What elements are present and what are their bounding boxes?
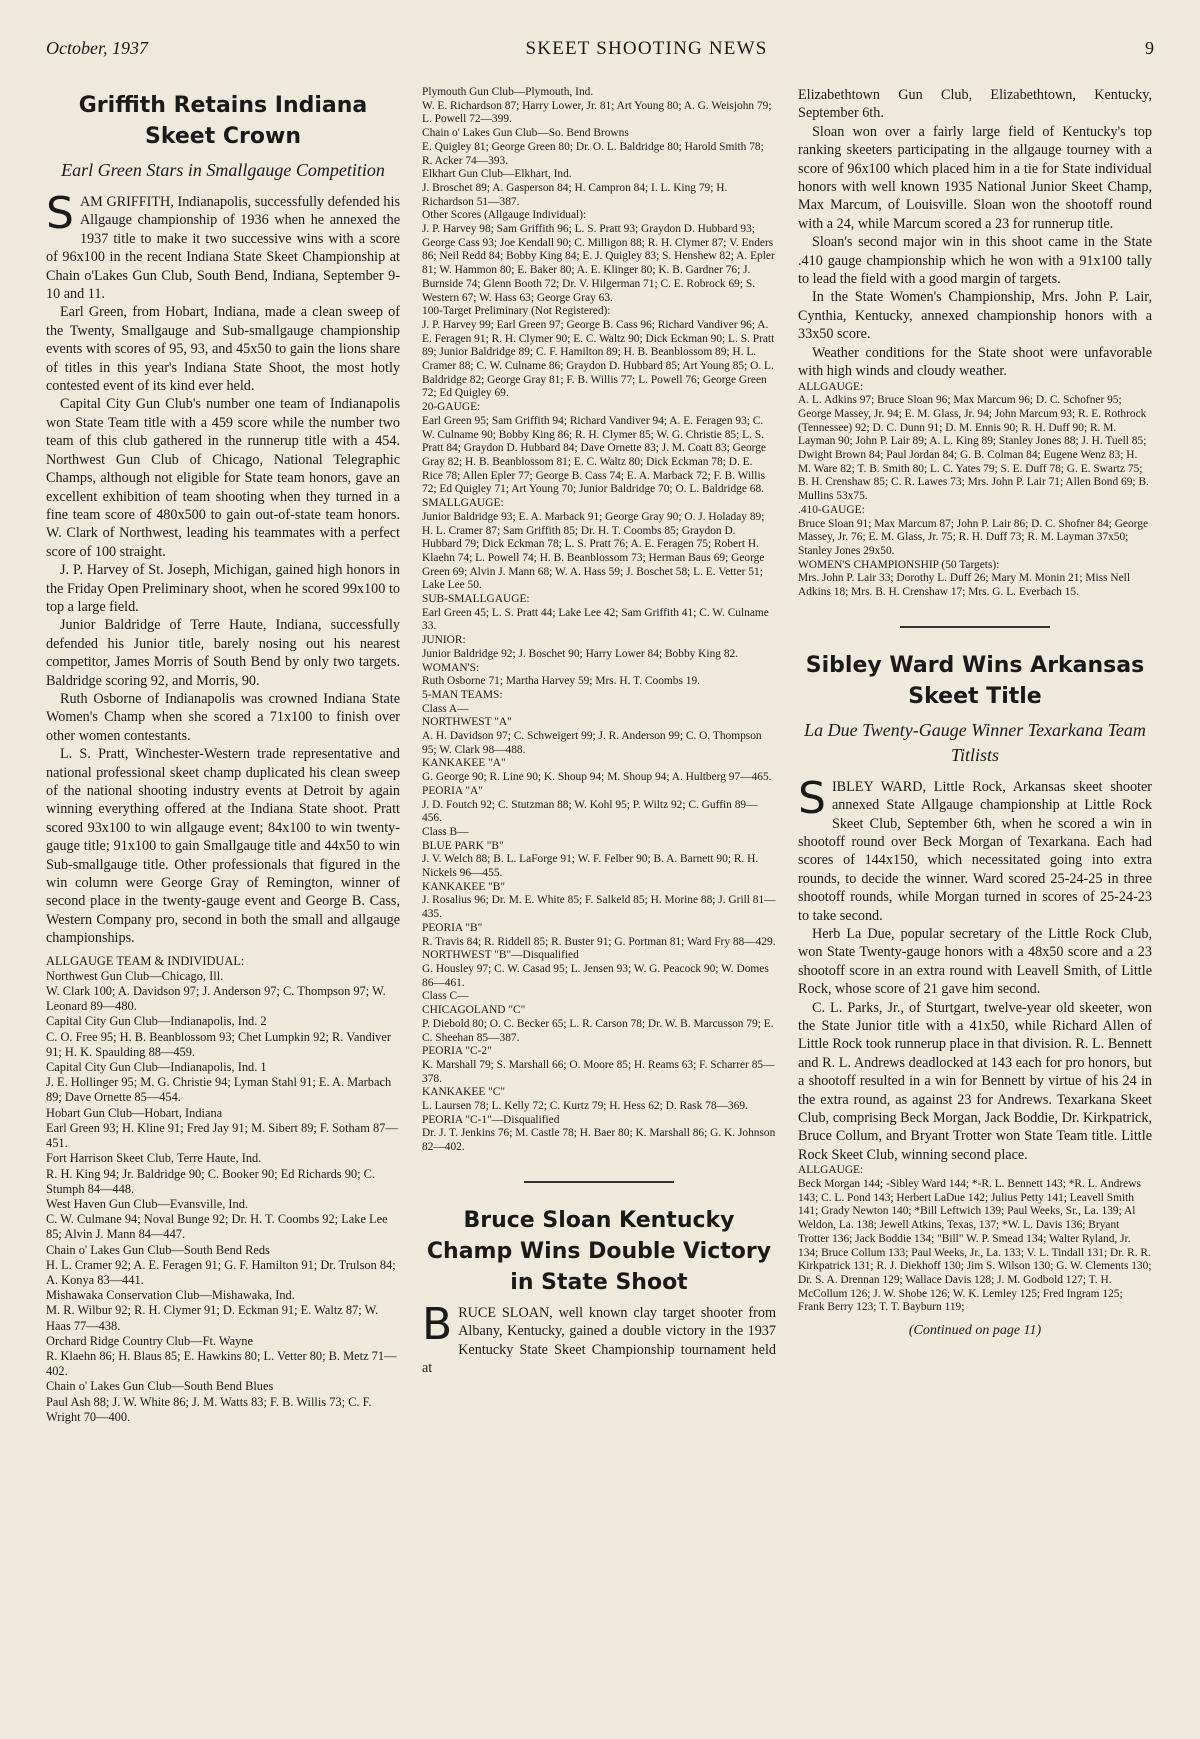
article-headline: Sibley Ward Wins Arkansas Skeet Title	[805, 652, 1145, 709]
results-list: Plymouth Gun Club—Plymouth, Ind. W. E. Richardson 87; Harry Lower, Jr. 81; Art Young 80; A. G. Weisjohn 79; L. Powell 72—399. Chain o' Lakes Gun Club—So. Bend Browns E. Quigley 81; George Green 80; Dr. O. L. Baldridge 80; Harold Smith 78; R. Acker 74—393. Elkhart Gun Club—Elkhart, Ind. J. Broschet 89; A. Gasperson 84; H. Campron 84; I. L. King 79; H. Richardson 51—387. Other Scores (Allgauge Individual): J. P. Harvey 98; Sam Griffith 96; L. S. Pratt 93; Graydon D. Hubbard 93; George Cass 93; Joe Kendall 90; C. Milligon 88; R. H. Clymer 87; V. Enders 86; Neil Redd 84; Bobby King 84; E. J. Quigley 83; S. Henshew 82; A. Epler 81; W. Hammon 80; E. Baker 80; A. E. Klinger 80; K. B. Gardner 76; J. Burnside 74; Glenn Booth 72; Dr. V. Hilgerman 71; C. E. Robrock 69; S. Western 67; W. Hass 63; George Gray 63. 100-Target Preliminary (Not Registered): J. P. Harvey 99; Earl Green 97; George B. Cass 96; Richard Vandiver 96; A. E. Feragen 91; R. H. Clymer 90; E. C. Waltz 90; Dick Eckman 90; L. S. Pratt 89; Junior Baldridge 89; C. F. Hamilton 89; H. B. Beanblossom 89; H. L. Cramer 88; C. W. Culname 86; Graydon D. Hubbard 85; Art Young 85; O. L. Baldridge 82; George Gray 81; F. B. Willis 77; L. Powell 76; George Green 72; Ed Quigley 69. 20-GAUGE: Earl Green 95; Sam Griffith 94; Richard Vandiver 94; A. E. Feragen 93; C. W. Culname 90; Bobby King 86; R. H. Clymer 85; W. G. Christie 85; L. S. Pratt 84; Graydon D. Hubbard 84; Dave Ornette 83; J. M. Coatt 83; George Gray 82; H. B. Beanblossom 81; E. C. Waltz 80; Dick Eckman 78; D. E. Rice 78; Allen Epler 77; George B. Cass 74; E. A. Marback 72; F. B. Willis 72; Ed Quigley 71; Art Young 70; Junior Baldridge 70; O. L. Baldridge 68. SMALLGAUGE: Junior Baldridge 93; E. A. Marback 91; George Gray 90; O. J. Holaday 89; H. L. Cramer 87; Sam Griffith 85; Dr. H. T. Coombs 85; Graydon D. Hubbard 79; Dick Eckman 78; L. S. Pratt 76; A. E. Feragen 75; Robert H. Klaehn 74; L. Powell 74; H. B. Beanblossom 73; Herman Baus 69; George Green 69; Alvin J. Mann 68; W. A. Hass 59; J. Boschet 58; L. E. Vetter 51; Lake Lee 50. SUB-SMALLGAUGE: Earl Green 45; L. S. Pratt 44; Lake Lee 42; Sam Griffith 41; C. W. Culname 33. JUNIOR: Junior Baldridge 92; J. Boschet 90; Harry Lower 84; Bobby King 82. WOMAN'S: Ruth Osborne 71; Martha Harvey 59; Mrs. H. T. Coombs 19. 5-MAN TEAMS: Class A— NORTHWEST "A" A. H. Davidson 97; C. Schweigert 99; J. R. Anderson 99; C. O. Thompson 95; W. Clark 98—488. KANKAKEE "A" G. George 90; R. Line 90; K. Shoup 94; M. Shoup 94; A. Hultberg 97—465. PEORIA "A" J. D. Foutch 92; C. Stutzman 88; W. Kohl 95; P. Wiltz 92; C. Guffin 89—456. Class B— BLUE PARK "B" J. V. Welch 88; B. L. LaForge 91; W. F. Felber 90; B. A. Barnett 90; R. H. Nickels 96—455. KANKAKEE "B" J. Rosalius 96; Dr. M. E. White 85; F. Salkeld 85; H. Morine 88; J. Grill 81—435. PEORIA "B" R. Travis 84; R. Riddell 85; R. Buster 91; G. Portman 81; Ward Fry 88—429. NORTHWEST "B"—Disqualified G. Housley 97; C. W. Casad 95; L. Jensen 93; W. G. Peacock 90; W. Domes 86—461. Class C— CHICAGOLAND "C" P. Diebold 80; O. C. Becker 65; L. R. Carson 78; Dr. W. B. Marcusson 79; E. C. Sheehan 85—387. PEORIA "C-2" K. Marshall 79; S. Marshall 66; O. Moore 85; H. Reams 63; F. Scharrer 85—378. KANKAKEE "C" L. Laursen 78; L. Kelly 72; C. Kurtz 79; H. Hess 62; D. Rask 78—369. PEORIA "C-1"—Disqualified Dr. J. T. Jenkins 76; M. Castle 78; H. Baer 80; K. Marshall 86; G. K. Johnson 82—402.	[422, 86, 776, 1154]
section-divider	[900, 626, 1050, 628]
continued-note: (Continued on page 11)	[908, 1323, 1042, 1339]
issue-date: October, 1937	[46, 38, 148, 58]
section-divider	[524, 1181, 674, 1183]
article-paragraph: Ruth Osborne of Indianapolis was crowned Indiana State Women's Champ when she scored a 71x100 to finish over other women contestants.	[46, 690, 400, 744]
article-paragraph: Capital City Gun Club's number one team of Indianapolis won State Team title with a 459 score while the number two team of this club gathered in the runnerup title with a 454. Northwest Gun Club of Chicago, National Telegraphic Champs, although not eligible for State team honors, gave an excellent exhibition of team shooting when they turned in a fine team score of 480x500 to gain out-of-state team honors. W. Clark of Northwest, leading his teammates with a perfect score of 100 straight.	[46, 396, 400, 560]
article-paragraph: C. L. Parks, Jr., of Sturtgart, twelve-year old skeeter, won the State Junior title with a 41x50, while Richard Allen of Little Rock took runnerup place in that division. R. L. Bennett and R. L. Andrews deadlocked at 143 each for pro honors, but a shootoff resulted in a win for Bennett by virtue of his 24 in the extra round, as against 23 for Andrews. Texarkana Skeet Club, comprising Beck Morgan, Jack Boddie, Dr. Kirkpatrick, Bruce Collum, and Bryant Trotter won State Team title. Little Rock Skeet Club, winning second place.	[798, 999, 1152, 1163]
article-headline: Bruce Sloan Kentucky Champ Wins Double Victory in State Shoot	[426, 1207, 772, 1295]
article-paragraph: Sloan's second major win in this shoot came in the State .410 gauge championship which he won with a 91x100 tally to lead the field with a good margin of targets.	[798, 234, 1152, 288]
article-paragraph: Herb La Due, popular secretary of the Little Rock Club, won State Twenty-gauge honors with a 48x50 score and a 23 shootoff score in an extra round with Leavell Smith, of Little Rock, whose score of 21 gave him second.	[798, 926, 1152, 998]
article-paragraph: L. S. Pratt, Winchester-Western trade representative and national professional skeet champ duplicated his clean sweep of the national shooting industry events at Detroit by again winning everything offered at the Indiana State shoot. Pratt scored 93x100 to win allgauge event; 84x100 to win twenty-gauge title; 91x100 to gain Smallgauge title and 44x50 to win Sub-smallgauge title. Other professionals that figured in the win column were George Gray of Remington, winner of second place in the twenty-gauge event and George B. Cass, Western Company pro, second in both the small and allgauge championships.	[46, 746, 400, 947]
article-paragraph: SAM GRIFFITH, Indianapolis, successfully defended his Allgauge championship of 1936 when he annexed the 1937 title to make it two successive wins with a score of 96x100 in the recent Indiana State Skeet Championship at Chain o'Lakes Gun Club, South Bend, Indiana, September 9-10 and 11.	[46, 188, 400, 303]
article-paragraph: J. P. Harvey of St. Joseph, Michigan, gained high honors in the Friday Open Preliminary shoot, when he scored 99x100 to top a large field.	[46, 562, 400, 615]
article-paragraph: Sloan won over a fairly large field of Kentucky's top ranking skeeters participating in the allgauge tourney with a score of 96x100 which placed him in a tie for State individual honors with well known 1935 National Junior Skeet Champ, Max Marcum, of Louisville. Sloan won the shootoff round with a 24, while Marcum scored a 23 for runnerup title.	[798, 123, 1152, 232]
article-subhead: Earl Green Stars in Smallgauge Competition	[61, 160, 385, 180]
results-list: ALLGAUGE: Beck Morgan 144; -Sibley Ward 144; *-R. L. Bennett 143; *R. L. Andrews 143; C. L. Pond 143; Herbert LaDue 142; Julius Petty 141; Leavell Smith 141; Grady Newton 140; *Bill Leftwich 139; Paul Weeks, Sr., La. 139; Al Weldon, La. 138; Jewell Atkins, Texas, 137; *W. L. Davis 136; Bryant Trotter 136; Jack Boddie 134; "Bill" W. P. Smead 134; Walter Ryland, Jr. 134; Bruce Collum 133; Paul Weeks, Jr., La. 133; V. L. Tindall 131; Dr. R. R. Kirkpatrick 131; R. J. Diekhoff 130; Jim S. Wilson 130; G. W. Clements 130; Dr. S. A. Drennan 129; Wallace Davis 128; J. M. Godbold 127; T. H. McCollum 126; J. W. Shobe 126; W. K. Lemley 125; Fred Ingram 125; Frank Berry 123; T. T. Bayburn 119;	[798, 1164, 1152, 1314]
column-left	[46, 86, 400, 1726]
column-middle	[422, 86, 776, 1726]
column-right	[798, 86, 1152, 1726]
article-paragraph: BRUCE SLOAN, well known clay target shooter from Albany, Kentucky, gained a double victory in the 1937 Kentucky State Skeet Championship tournament held at	[422, 1298, 776, 1377]
article-paragraph: Weather conditions for the State shoot were unfavorable with high winds and cloudy weather.	[798, 344, 1152, 380]
article-paragraph: Elizabethtown Gun Club, Elizabethtown, Kentucky, September 6th.	[798, 87, 1152, 122]
article-paragraph: Earl Green, from Hobart, Indiana, made a clean sweep of the Twenty, Smallgauge and Sub-smallgauge championship events with scores of 95, 93, and 45x50 to gain the lions share of titles in this year's Indiana State Shoot, the most hotly contested event of its kind ever held.	[46, 304, 400, 395]
page-header	[46, 38, 1154, 68]
page-number: 9	[1145, 38, 1154, 58]
article-headline: Griffith Retains Indiana Skeet Crown	[78, 93, 368, 149]
article-paragraph: Junior Baldridge of Terre Haute, Indiana, successfully defended his Junior title, barely nosing out his nearest competitor, James Morris of South Bend by only two targets. Baldridge scoring 92, and Morris, 90.	[46, 617, 400, 689]
columns	[46, 86, 1154, 1726]
article-paragraph: In the State Women's Championship, Mrs. John P. Lair, Cynthia, Kentucky, annexed championship honors with a 33x50 score.	[798, 289, 1152, 343]
article-paragraph: SIBLEY WARD, Little Rock, Arkansas skeet shooter annexed State Allgauge championship at Little Rock Skeet Club, September 6th, when he scored a win in shootoff round over Beck Morgan of Texarkana. Each had scores of 144x150, which necessitated going into extra rounds, to decide the winner. Ward scored 25-24-25 in three shootoff rounds, while Morgan turned in scores of 25-24-23 to take second.	[798, 772, 1152, 924]
publication-title: SKEET SHOOTING NEWS	[525, 38, 768, 59]
article-subhead: La Due Twenty-Gauge Winner Texarkana Team Titlists	[804, 719, 1146, 765]
results-list: ALLGAUGE: A. L. Adkins 97; Bruce Sloan 96; Max Marcum 96; D. C. Schofner 95; George Massey, Jr. 94; E. M. Glass, Jr. 94; John Marcum 93; R. E. Rothrock (Tennessee) 92; D. C. Dunn 91; D. M. Ennis 90; R. H. Duff 90; R. M. Layman 90; John P. Lair 89; A. L. King 89; Stanley Jones 88; J. H. Tuell 85; Dwight Brown 84; Paul Jordan 84; G. B. Colman 84; Eugene Wenz 83; H. M. Ware 82; T. B. Smith 80; L. C. Yates 79; S. E. Duff 78; G. E. Swartz 75; B. H. Crenshaw 85; C. R. Lawes 73; Mrs. John P. Lair 71; Allen Bond 69; B. Mullins 53x75. .410-GAUGE: Bruce Sloan 91; Max Marcum 87; John P. Lair 86; D. C. Shofner 84; George Massey, Jr. 76; E. M. Glass, Jr. 75; R. H. Duff 73; R. M. Layman 37x50; Stanley Jones 29x50. WOMEN'S CHAMPIONSHIP (50 Targets): Mrs. John P. Lair 33; Dorothy L. Duff 26; Mary M. Monin 21; Miss Nell Adkins 18; Mrs. B. H. Crenshaw 17; Mrs. G. L. Everbach 15.	[798, 380, 1149, 599]
results-list: ALLGAUGE TEAM & INDIVIDUAL: Northwest Gun Club—Chicago, Ill. W. Clark 100; A. Davidson 97; J. Anderson 97; C. Thompson 97; W. Leonard 89—480. Capital City Gun Club—Indianapolis, Ind. 2 C. O. Free 95; H. B. Beanblossom 93; Chet Lumpkin 92; R. Vandiver 91; H. K. Spaulding 88—459. Capital City Gun Club—Indianapolis, Ind. 1 J. E. Hollinger 95; M. G. Christie 94; Lyman Stahl 91; E. A. Marbach 89; Dave Ornette 85—454. Hobart Gun Club—Hobart, Indiana Earl Green 93; H. Kline 91; Fred Jay 91; M. Sibert 89; F. Sotham 87—451. Fort Harrison Skeet Club, Terre Haute, Ind. R. H. King 94; Jr. Baldridge 90; C. Booker 90; Ed Richards 90; C. Stumph 84—448. West Haven Gun Club—Evansville, Ind. C. W. Culmane 94; Noval Bunge 92; Dr. H. T. Coombs 92; Lake Lee 85; Alvin J. Mann 84—447. Chain o' Lakes Gun Club—South Bend Reds H. L. Cramer 92; A. E. Feragen 91; G. F. Hamilton 91; Dr. Trulson 84; A. Konya 83—441. Mishawaka Conservation Club—Mishawaka, Ind. M. R. Wilbur 92; R. H. Clymer 91; D. Eckman 91; E. Waltz 87; W. Haas 77—438. Orchard Ridge Country Club—Ft. Wayne R. Klaehn 86; H. Blaus 85; E. Hawkins 80; L. Vetter 80; B. Metz 71—402. Chain o' Lakes Gun Club—South Bend Blues Paul Ash 88; J. W. White 86; J. M. Watts 83; F. B. Willis 73; C. F. Wright 70—400.	[46, 953, 398, 1424]
